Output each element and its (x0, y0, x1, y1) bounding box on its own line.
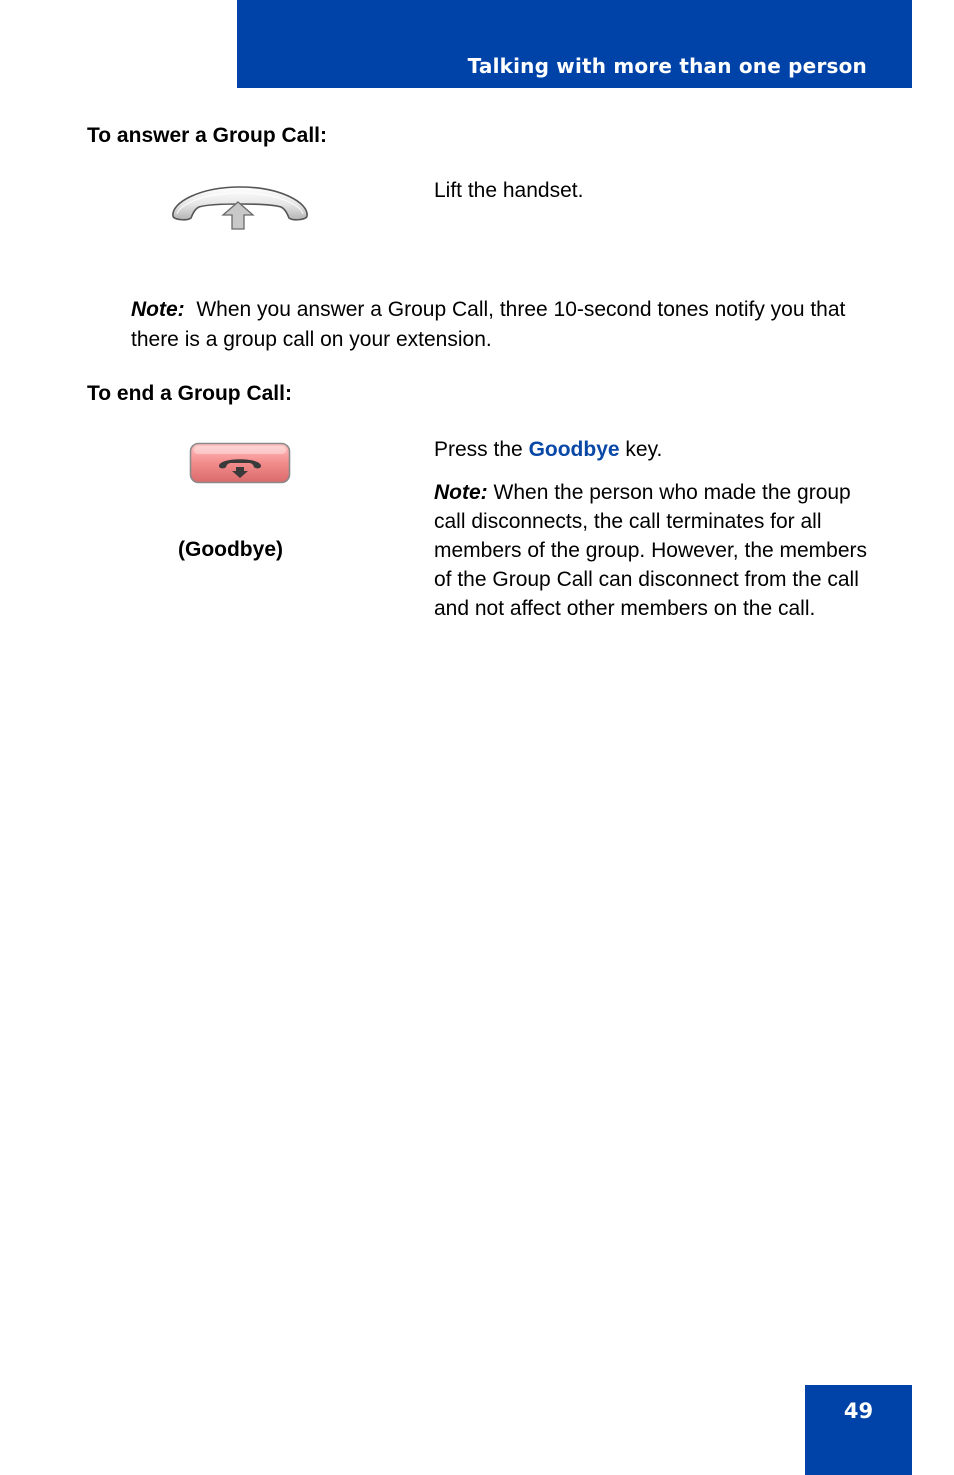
step-prefix: Press the (434, 438, 523, 461)
note-label: Note: (131, 298, 185, 321)
header-bar (237, 0, 912, 88)
note-text: When you answer a Group Call, three 10-second tones notify you that there is a group call on your extension. (131, 298, 846, 351)
section-title: Talking with more than one person (467, 54, 867, 78)
goodbye-caption: (Goodbye) (178, 538, 283, 561)
goodbye-key-icon[interactable] (189, 442, 291, 484)
handset-lift-icon (169, 183, 311, 231)
answer-note (131, 295, 876, 354)
page-number: 49 (843, 1399, 874, 1423)
answer-step-text: Lift the handset. (434, 179, 584, 202)
answer-heading: To answer a Group Call: (87, 124, 327, 147)
note-text: When the person who made the group call disconnects, the call terminates for all members of the group. However, the members of the Group Call can disconnect from the call and not affect other members on the call. (434, 481, 868, 620)
end-heading: To end a Group Call: (87, 382, 292, 405)
page-number-box (805, 1385, 912, 1475)
note-label: Note: (434, 481, 488, 504)
step-suffix: key. (625, 438, 663, 461)
end-note (434, 478, 874, 623)
end-step-text (434, 435, 874, 464)
goodbye-key-name: Goodbye (528, 438, 620, 461)
